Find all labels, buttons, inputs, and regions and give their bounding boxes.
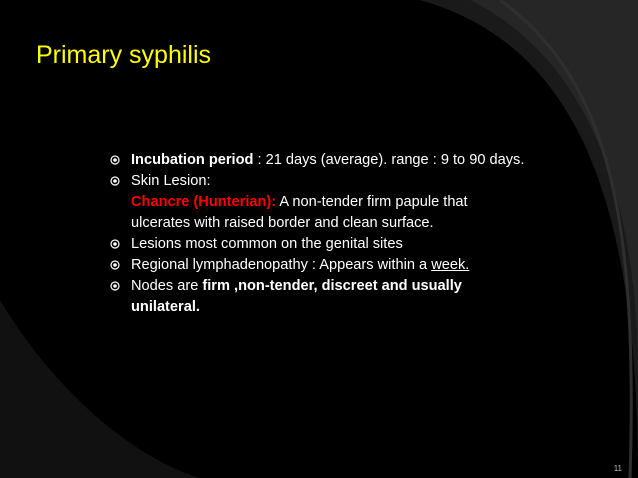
nodes-bold: firm ,non-tender, discreet and usually unilateral. — [131, 278, 462, 315]
bullet-nodes — [110, 276, 530, 318]
skin-lesion-text: Skin Lesion: — [131, 173, 211, 189]
lymphadenopathy-week: week. — [431, 257, 470, 273]
slide-title: Primary syphilis — [36, 41, 212, 69]
circled-dot-icon — [110, 176, 120, 186]
circled-dot-icon — [110, 281, 120, 291]
circled-dot-icon — [110, 155, 120, 165]
incubation-label: Incubation period — [131, 152, 254, 168]
lesion-sites-text: Lesions most common on the genital sites — [131, 236, 403, 252]
bullet-lesion-sites — [110, 234, 530, 255]
page-number: 11 — [613, 464, 622, 473]
bullet-skin-lesion — [110, 171, 530, 192]
bullet-list — [110, 150, 530, 318]
circled-dot-icon — [110, 239, 120, 249]
circled-dot-icon — [110, 260, 120, 270]
sub-chancre — [110, 192, 530, 234]
chancre-label: Chancre (Hunterian): — [131, 194, 277, 210]
lymphadenopathy-text: Regional lymphadenopathy : Appears within a — [131, 257, 432, 273]
bullet-lymphadenopathy — [110, 255, 530, 276]
incubation-text: : 21 days (average). range : 9 to 90 days. — [253, 152, 525, 168]
chancre-text: A non-tender firm papule that ulcerates with raised border and clean surface. — [131, 194, 468, 231]
nodes-text: Nodes are — [131, 278, 203, 294]
bullet-incubation — [110, 150, 530, 171]
